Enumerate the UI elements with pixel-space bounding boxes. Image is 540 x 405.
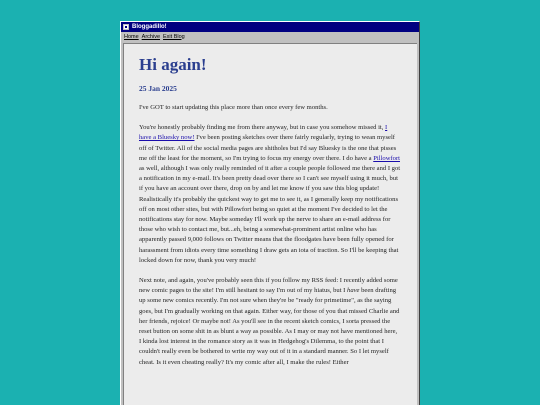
browser-window	[120, 21, 420, 405]
paragraph-text: You're honestly probably finding me from there anyway, but in case you somehow missed it,	[139, 124, 386, 132]
menu-archive[interactable]: Archive	[141, 33, 161, 40]
emphasis-text: have	[347, 287, 360, 295]
menu-home[interactable]: Home	[124, 33, 139, 40]
post-title: Hi again!	[139, 55, 207, 74]
pillowfort-link[interactable]: Pillowfort	[373, 154, 400, 162]
menu-exit-blog[interactable]: Exit Blog	[163, 33, 185, 40]
app-icon	[123, 24, 129, 30]
post-date: 25 Jan 2025	[139, 84, 177, 93]
paragraph-text: been drafting up some new comics recently. I'm not sure when they're be "ready for primetime", as the saying goes, but I'm gradually working on that again. Either way, for those of you that missed Charlie and her friends, rejoice! Or maybe not! As you'll see in the recent sketch comics, I sorta pressed the reset button on some shit in as blunt a way as possible. As I may or may not have mentioned here, I kinda lost interest in the romance story as it was in Hedgehog's Dilemma, to the point that I couldn't really even be bothered to write my way out of it in a standard manner. So I let myself cheat. Is it even cheating really? It's my comic after all, I make the rules! Either	[139, 287, 400, 366]
post-paragraph-3	[139, 276, 401, 368]
window-title: Bloggadillo!	[132, 24, 167, 30]
bluesky-link[interactable]: I have a Bluesky now!	[139, 124, 388, 142]
paragraph-text: I've been posting sketches over there fairly regularly, trying to wean myself off of Twitter. All of the social media pages are shitholes but I'd say Bluesky is the one that pisses me off the least for the moment, so I'm trying to focus my energy over there. I do have a	[139, 134, 397, 162]
paragraph-text: Next note, and again, you've probably seen this if you follow my RSS feed: I recently added some new comic pages to the site! I'm still hesitant to say I'm out of my hiatus, but I	[139, 277, 398, 295]
post-content	[123, 43, 417, 405]
paragraph-text: as well, although I was only really reminded of it after a couple people followed me there and I got a notification in my e-mail. It's been pretty dead over there so I can't see myself using it much, but if you have an account over there, drop on by and let me know if you saw this blog update! Realistically it's probably the quickest way to get me to see it, as I generally keep my notifications off on most other sites, but with Pillowfort being so quiet at the moment I've decided to let the notifications stay for now. Maybe someday I'll work up the nerve to share an e-mail address for those who wish to contact me, but...eh, being a somewhat-prominent artist online who has apparently passed 9,000 follows on Twitter means that the floodgates have been fully opened for harassment from idiots every time something I draw gets an iota of traction. So I'll be keeping that locked down for now, thank you very much!	[139, 165, 401, 264]
post-paragraph-2	[139, 123, 401, 266]
window-titlebar[interactable]	[121, 22, 419, 32]
menu-bar	[121, 32, 419, 41]
post-paragraph-1: I've GOT to start updating this place more than once every few months.	[139, 104, 328, 111]
